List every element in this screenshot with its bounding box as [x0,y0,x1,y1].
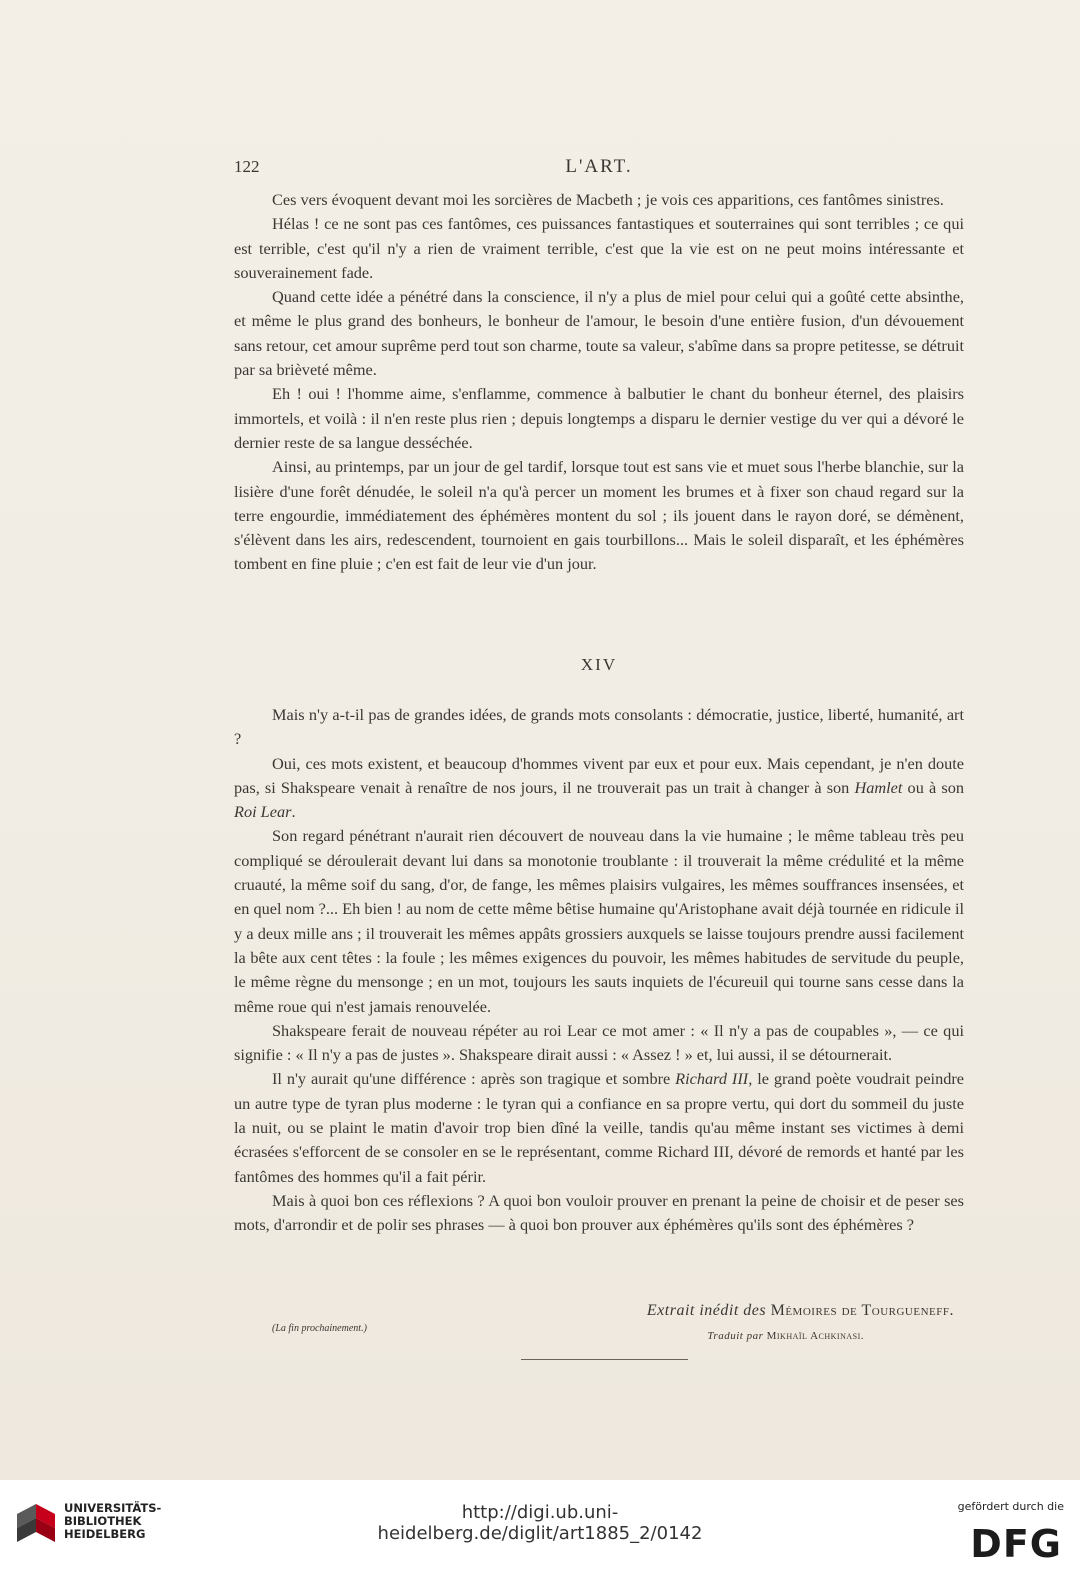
continued-note: (La fin prochainement.) [272,1323,367,1334]
paragraph: Hélas ! ce ne sont pas ces fantômes, ces puissances fantastiques et souterraines qui sont terribles ; ce qui est terrible, c'est qu'il n'y a rien de vraiment terrible, c'est que la vie est on ne peut moins intéressante et souverainement fade. [234,214,964,282]
extract-label: Extrait inédit des [646,1302,767,1319]
memoirs-title: Mémoires de Tourgueneff. [770,1302,954,1319]
library-name [64,1502,161,1541]
paragraph: Mais à quoi bon ces réflexions ? A quoi bon vouloir prouver en prenant la peine de choisir et de peser ses mots, d'arrondir et de polir ses phrases — à quoi bon prouver aux éphémères qu'ils sont des éphémères ? [234,1190,964,1235]
title-richard-iii: Richard III, [675,1069,753,1089]
text-run: Il n'y aurait qu'une différence : après son tragique et sombre [272,1069,676,1089]
paragraph: Ainsi, au printemps, par un jour de gel tardif, lorsque tout est sans vie et muet sous l'herbe blanchie, sur la lisière d'une forêt dénudée, le soleil n'a qu'à percer un moment les brumes et à fixer son chaud regard sur la terre engourdie, immédiatement des éphémères montent du sol ; ils jouent dans le rayon doré, se démènent, s'élèvent dans les airs, redescendent, tournoient en gais tourbillons... Mais le soleil disparaît, et les éphémères tombent en fine pluie ; c'en est fait de leur vie d'un jour. [234,457,964,574]
paragraph: Eh ! oui ! l'homme aime, s'enflamme, commence à balbutier le chant du bonheur éternel, des plaisirs immortels, et voilà : il n'en reste plus rien ; depuis longtemps a disparu le dernier vestige du ver qui a dévoré le dernier reste de sa langue desséchée. [234,384,964,452]
extract-attribution [647,1302,954,1320]
funded-by-text: gefördert durch die [957,1500,1064,1513]
paragraph: Son regard pénétrant n'aurait rien découvert de nouveau dans la vie humaine ; le même tableau très peu compliqué se déroulerait devant lui dans sa monotonie troublante : il trouverait la même crédulité et la même cruauté, la même soif du sang, d'or, de fange, les mêmes plaisirs vulgaires, les mêmes souffrances insensées, et en quel nom ?... Eh bien ! au nom de cette même bêtise humaine qu'Aristophane avait déjà tournée en ridicule il y a deux mille ans ; il trouverait les mêmes appâts grossiers auxquels se laisse toujours prendre aussi facilement la bête aux cent têtes : la foule ; les mêmes exigences du pouvoir, les mêmes habitudes de servitude du peuple, le même règne du mensonge ; en un mot, toujours les sauts inquiets de l'écureuil qui tourne sans cesse dans la même roue qui n'est jamais renouvelée. [234,826,964,1016]
paragraph: Shakspeare ferait de nouveau répéter au roi Lear ce mot amer : « Il n'y a pas de coupables », — ce qui signifie : « Il n'y a pas de justes ». Shakspeare dirait aussi : « Assez ! » et, lui aussi, il se détournerait. [234,1020,964,1065]
paragraph: Ces vers évoquent devant moi les sorcières de Macbeth ; je vois ces apparitions, ces fantômes sinistres. [272,190,944,209]
running-title: L'ART. [565,156,633,177]
library-name-line: UNIVERSITÄTS- [64,1501,162,1515]
page-number: 122 [234,157,260,176]
text-run: . [291,802,296,822]
paragraph [234,1067,964,1188]
university-library-logo-icon [11,1498,61,1548]
paragraph: Quand cette idée a pénétré dans la conscience, il n'y a plus de miel pour celui qui a goûté cette absinthe, et même le plus grand des bonheurs, le bonheur de l'amour, le besoin d'une entière fusion, d'un dévouement sans retour, cet amour suprême perd tout son charme, toute sa valeur, s'abîme dans sa propre petitesse, se détruit par sa brièveté même. [234,287,964,380]
text-run: Oui, ces mots existent, et beaucoup d'hommes vivent par eux et pour eux. Mais cependant, je n'en doute pas, si Shakspeare venait à renaître de nos jours, il ne trouverait pas un trait à changer à son [234,753,964,797]
title-roi-lear: Roi Lear [234,802,292,822]
permalink-url[interactable]: http://digi.ub.uni-heidelberg.de/diglit/art1885_2/0142 [377,1502,703,1544]
section-heading: XIV [580,655,618,674]
paragraph [234,752,964,825]
library-name-line: HEIDELBERG [64,1527,146,1541]
library-name-line: BIBLIOTHEK [64,1514,142,1528]
viewer-footer [0,1480,1080,1583]
dfg-logo: DFG [970,1522,1062,1566]
text-block-xiv [234,703,964,1238]
text-block-before-xiv [234,188,964,577]
text-run: ou à son [902,777,964,797]
page-header [234,157,964,181]
title-hamlet: Hamlet [854,777,903,797]
text-run: le grand poète voudrait peindre un autre type de tyran plus moderne : le tyran qui a confiance en sa propre vertu, qui dort du sommeil du juste la nuit, ou se plaint le matin d'avoir trop bien dîné la veille, tandis qu'au même instant ses victimes à demi écrasées s'efforcent de se consoler en se le représentant, comme Richard III, dévoré de remords et hanté par les fantômes des hommes qu'il a fait périr. [234,1069,964,1186]
translator-name: Mikhaïl Achkinasi. [766,1330,864,1342]
end-rule [521,1359,688,1360]
paragraph: Mais n'y a-t-il pas de grandes idées, de grands mots consolants : démocratie, justice, liberté, humanité, art ? [234,705,964,749]
translated-label: Traduit par [707,1330,764,1342]
translator-attribution [707,1330,864,1342]
